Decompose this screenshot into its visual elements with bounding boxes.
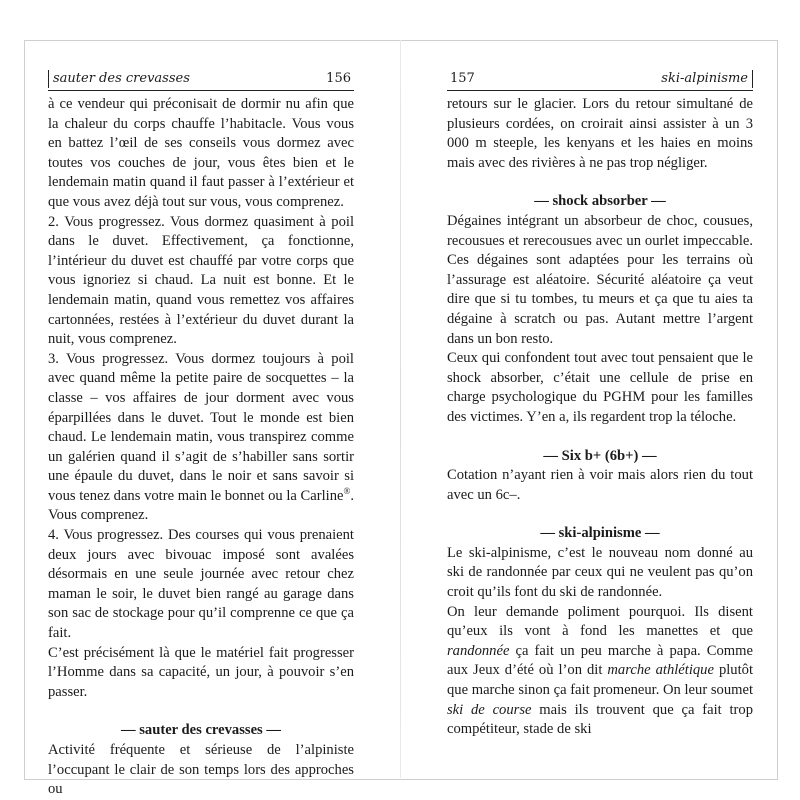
- paragraph: C’est précisément là que le matériel fait progresser l’Homme dans sa capacité, un jour, à pouvoir s’en passer.: [48, 644, 354, 700]
- paragraph-text: On leur demande poliment pourquoi. Ils disent qu’eux ils vont à fond les manettes et que: [447, 603, 753, 640]
- paragraph: [48, 350, 354, 526]
- paragraph: retours sur le glacier. Lors du retour simultané de plusieurs cordées, on croirait ainsi assister à un 3 000 m steeple, les kenyans et les haies en moins mais avec des rivières à ne pas trop négliger.: [447, 96, 753, 171]
- paragraph: à ce vendeur qui préconisait de dormir nu afin que la chaleur du corps chauffe l’habitacle. Vous vous en battez l’œil de ses conseils vous dormez avec toutes vos couches de jour, vous êtes bien et le lendemain matin quand il faut passer à l’extérieur et que vous avez déjà tout sur vous, vous comprenez.: [48, 96, 354, 210]
- entry-heading-sauter-des-crevasses: — sauter des crevasses —: [121, 722, 281, 739]
- running-title-left: sauter des crevasses: [48, 70, 194, 88]
- italic-term: ski de course: [447, 701, 532, 718]
- italic-term: marche athlétique: [607, 662, 714, 679]
- paragraph-text: plutôt que marche sinon ça fait promeneur. On leur soumet: [447, 662, 754, 699]
- left-page: [48, 70, 354, 800]
- paragraph: Dégaines intégrant un absorbeur de choc, cousues, recousues et rerecousues avec un ourlet impeccable. Ces dégaines sont adaptées pour les terrains où l’assurage est aléatoire. Sécurité aléatoire ça veut dire que si tu tombes, tu meurs et ça que tu aies ta dégaine à scratch ou pas. Autant mettre l’argent dans un bon resto.: [447, 212, 753, 347]
- running-title-right: ski-alpinisme: [657, 70, 753, 88]
- paragraph: [447, 603, 753, 740]
- registered-mark: ®: [343, 486, 351, 497]
- paragraph: Le ski-alpinisme, c’est le nouveau nom donné au ski de randonnée par ceux qui ne veulent pas qu’on croit qu’ils font du ski de randonnée.: [447, 544, 753, 601]
- entry-heading-ski-alpinisme: — ski-alpinisme —: [540, 525, 660, 542]
- paragraph: Cotation n’ayant rien à voir mais alors rien du tout avec un 6c–.: [447, 467, 753, 503]
- right-page: [447, 70, 753, 740]
- page-number-left: 156: [326, 71, 351, 86]
- paragraph: 2. Vous progressez. Vous dormez quasiment à poil dans le duvet. Effectivement, ça fonctionne, l’intérieur du duvet est chauffé par votre corps que vous ignoriez si chaud. La nuit est bonne. Et le lendemain matin, quand vous remettez vos affaires cartonnées, restées à l’extérieur du duvet durant la nuit, vous comprenez.: [48, 213, 354, 348]
- left-page-body: [48, 95, 354, 800]
- paragraph-text: . Vous comprenez.: [48, 487, 354, 524]
- page-number-right: 157: [450, 71, 475, 86]
- entry-heading-six-b-plus: — Six b+ (6b+) —: [543, 447, 657, 464]
- paragraph-text: 3. Vous progressez. Vous dormez toujours à poil avec quand même la petite paire de socquettes – la classe – vos affaires de jour dorment avec vous éparpillées dans le duvet. Tout le monde est bien chaud. Le lendemain matin, vous transpirez comme un galérien quand il s’agit de s’habiller sans sortir une épaule du duvet, dans le noir et sans savoir si vous tenez dans votre main le bonnet ou la Carline: [48, 350, 354, 504]
- entry-heading-shock-absorber: — shock absorber —: [534, 193, 666, 210]
- paragraph-text: mais ils trouvent que ça fait trop compétiteur, stade de ski: [447, 701, 753, 738]
- paragraph: 4. Vous progressez. Des courses qui vous prenaient deux jours avec bivouac imposé sont avalées désormais en une seule journée avec retour chez maman le soir, le duvet bien rangé au garage dans son sac de stockage pour qu’il comprenne ce que ça fait.: [48, 527, 354, 642]
- paragraph: Activité fréquente et sérieuse de l’alpiniste l’occupant le clair de son temps lors des approches ou: [48, 742, 354, 798]
- running-head-right: [447, 70, 753, 91]
- paragraph-text: ça fait un peu marche à papa. Comme aux Jeux d’été où l’on dit: [447, 642, 753, 679]
- paragraph: Ceux qui confondent tout avec tout pensaient que le shock absorber, c’était une cellule de prise en charge psychologique du PGHM pour les familles des victimes. Y’en a, ils regardent trop la téloche.: [447, 350, 753, 425]
- right-page-body: [447, 95, 753, 740]
- book-gutter: [400, 40, 401, 778]
- running-head-left: [48, 70, 354, 91]
- italic-term: randonnée: [447, 642, 510, 659]
